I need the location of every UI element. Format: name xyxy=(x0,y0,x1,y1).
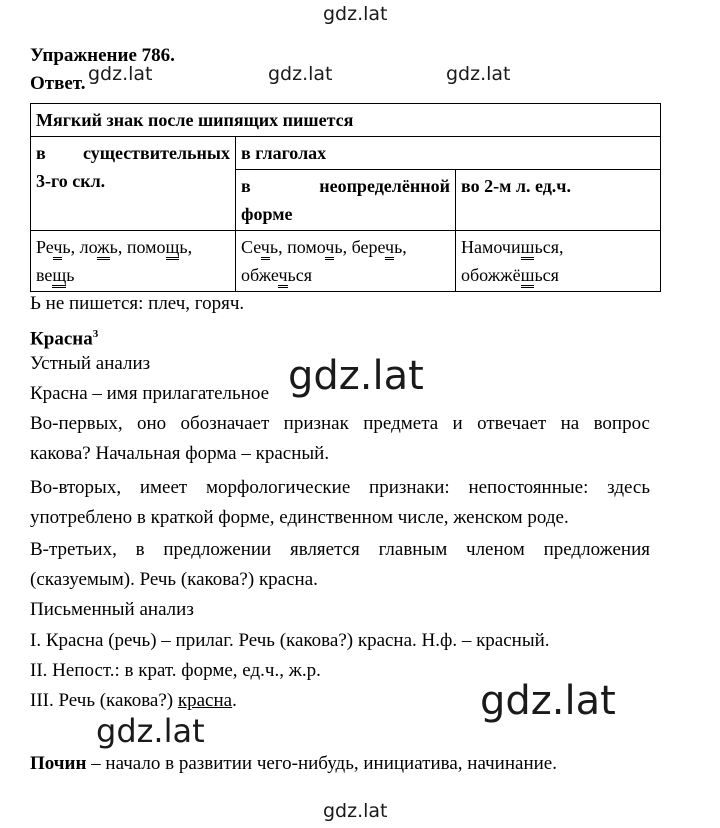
soft-sign: ь xyxy=(287,265,296,285)
paragraph-line: Во-первых, оно обозначает признак предмета и отвечает на вопрос xyxy=(30,413,650,434)
definition-line xyxy=(30,750,557,778)
hissing-consonant: щ xyxy=(52,265,66,288)
watermark: gdz.lat xyxy=(446,63,511,85)
soft-sign: ь xyxy=(269,237,279,257)
nouns-header-line1: в существительных xyxy=(36,143,230,163)
table-title: Мягкий знак после шипящих пишется xyxy=(31,104,661,137)
word-part: , помо xyxy=(117,237,166,257)
paragraph-line: употреблено в краткой форме, единственном числе, женском роде. xyxy=(30,507,569,528)
written-step-3 xyxy=(30,687,237,715)
paragraph-line: какова? Начальная форма – красный. xyxy=(30,443,330,464)
soft-sign: ь xyxy=(394,237,403,257)
hissing-consonant: ч xyxy=(261,237,270,260)
nouns-examples xyxy=(31,231,236,292)
hissing-consonant: щ xyxy=(166,237,180,260)
soft-sign: ь xyxy=(62,237,71,257)
note-line: Ь не пишется: плеч, горяч. xyxy=(30,293,245,314)
table-row xyxy=(31,104,661,137)
hissing-consonant: ш xyxy=(521,265,535,288)
watermark: gdz.lat xyxy=(480,678,616,724)
word-part: , ло xyxy=(70,237,98,257)
word-part: ся xyxy=(295,265,313,285)
infinitive-examples xyxy=(236,231,456,292)
written-analysis-label: Письменный анализ xyxy=(30,599,194,620)
written-step-3-text: III. Речь (какова?) xyxy=(30,690,178,711)
examples-line xyxy=(241,233,450,261)
soft-sign: ь xyxy=(534,265,543,285)
word-part: Ре xyxy=(36,237,54,257)
exercise-heading: Упражнение 786. xyxy=(30,45,175,66)
word-part: ся, xyxy=(542,237,564,257)
infinitive-header xyxy=(236,170,456,231)
hissing-consonant: ч xyxy=(278,265,287,288)
hissing-consonant: ш xyxy=(521,237,535,260)
word-part: , бере xyxy=(342,237,386,257)
nouns-header xyxy=(31,137,236,231)
paragraph-line: Во-вторых, имеет морфологические признаки: непостоянные: здесь xyxy=(30,477,650,498)
oral-analysis-label: Устный анализ xyxy=(30,353,151,374)
word-part: обже xyxy=(241,265,279,285)
word-title-sup: 3 xyxy=(92,328,99,340)
hissing-consonant: ж xyxy=(97,237,109,260)
examples-line xyxy=(36,261,230,289)
soft-sign: ь xyxy=(334,237,343,257)
watermark: gdz.lat xyxy=(323,800,388,822)
infinitive-header-line1: в неопределённой xyxy=(241,176,450,196)
written-step-1: I. Красна (речь) – прилаг. Речь (какова?) красна. Н.ф. – красный. xyxy=(30,630,550,651)
second-person-header: во 2-м л. ед.ч. xyxy=(456,170,661,231)
soft-sign-rules-table xyxy=(30,103,661,292)
definition-text: – начало в развитии чего-нибудь, инициатива, начинание. xyxy=(86,753,557,774)
word-part: , xyxy=(187,237,193,257)
watermark: gdz.lat xyxy=(88,63,153,85)
infinitive-header-line2: форме xyxy=(241,204,293,224)
soft-sign: ь xyxy=(66,265,75,285)
word-part: Намочи xyxy=(461,237,521,257)
hissing-consonant: ч xyxy=(385,237,394,260)
watermark: gdz.lat xyxy=(288,353,424,399)
soft-sign: ь xyxy=(534,237,543,257)
word-part: обожжё xyxy=(461,265,521,285)
answer-label: Ответ. xyxy=(30,73,86,94)
watermark: gdz.lat xyxy=(323,3,388,25)
word-title xyxy=(30,320,98,353)
examples-line xyxy=(461,233,655,261)
part-of-speech-line: Красна – имя прилагательное xyxy=(30,383,270,404)
examples-line xyxy=(36,233,230,261)
word-part: ве xyxy=(36,265,53,285)
paragraph-line: (сказуемым). Речь (какова?) красна. xyxy=(30,569,318,590)
word-part: , xyxy=(402,237,407,257)
written-step-2: II. Непост.: в крат. форме, ед.ч., ж.р. xyxy=(30,660,321,681)
verbs-header: в глаголах xyxy=(236,137,661,170)
predicate-word: красна xyxy=(177,690,233,711)
watermark: gdz.lat xyxy=(268,63,333,85)
table-row xyxy=(31,231,661,292)
examples-line xyxy=(241,261,450,289)
watermark: gdz.lat xyxy=(96,712,205,750)
definition-term: Почин xyxy=(30,753,87,774)
second-person-examples xyxy=(456,231,661,292)
hissing-consonant: ч xyxy=(325,237,334,260)
table-row xyxy=(31,137,661,170)
examples-line xyxy=(461,261,655,289)
nouns-header-line2: 3-го скл. xyxy=(36,171,106,191)
word-title-text: Красна xyxy=(30,328,93,350)
written-step-3-end: . xyxy=(232,690,237,711)
word-part: ся xyxy=(542,265,559,285)
word-part: Се xyxy=(241,237,261,257)
hissing-consonant: ч xyxy=(53,237,62,260)
soft-sign: ь xyxy=(109,237,118,257)
paragraph-line: В-третьих, в предложении является главным членом предложения xyxy=(30,539,650,560)
word-part: , помо xyxy=(278,237,326,257)
soft-sign: ь xyxy=(179,237,188,257)
